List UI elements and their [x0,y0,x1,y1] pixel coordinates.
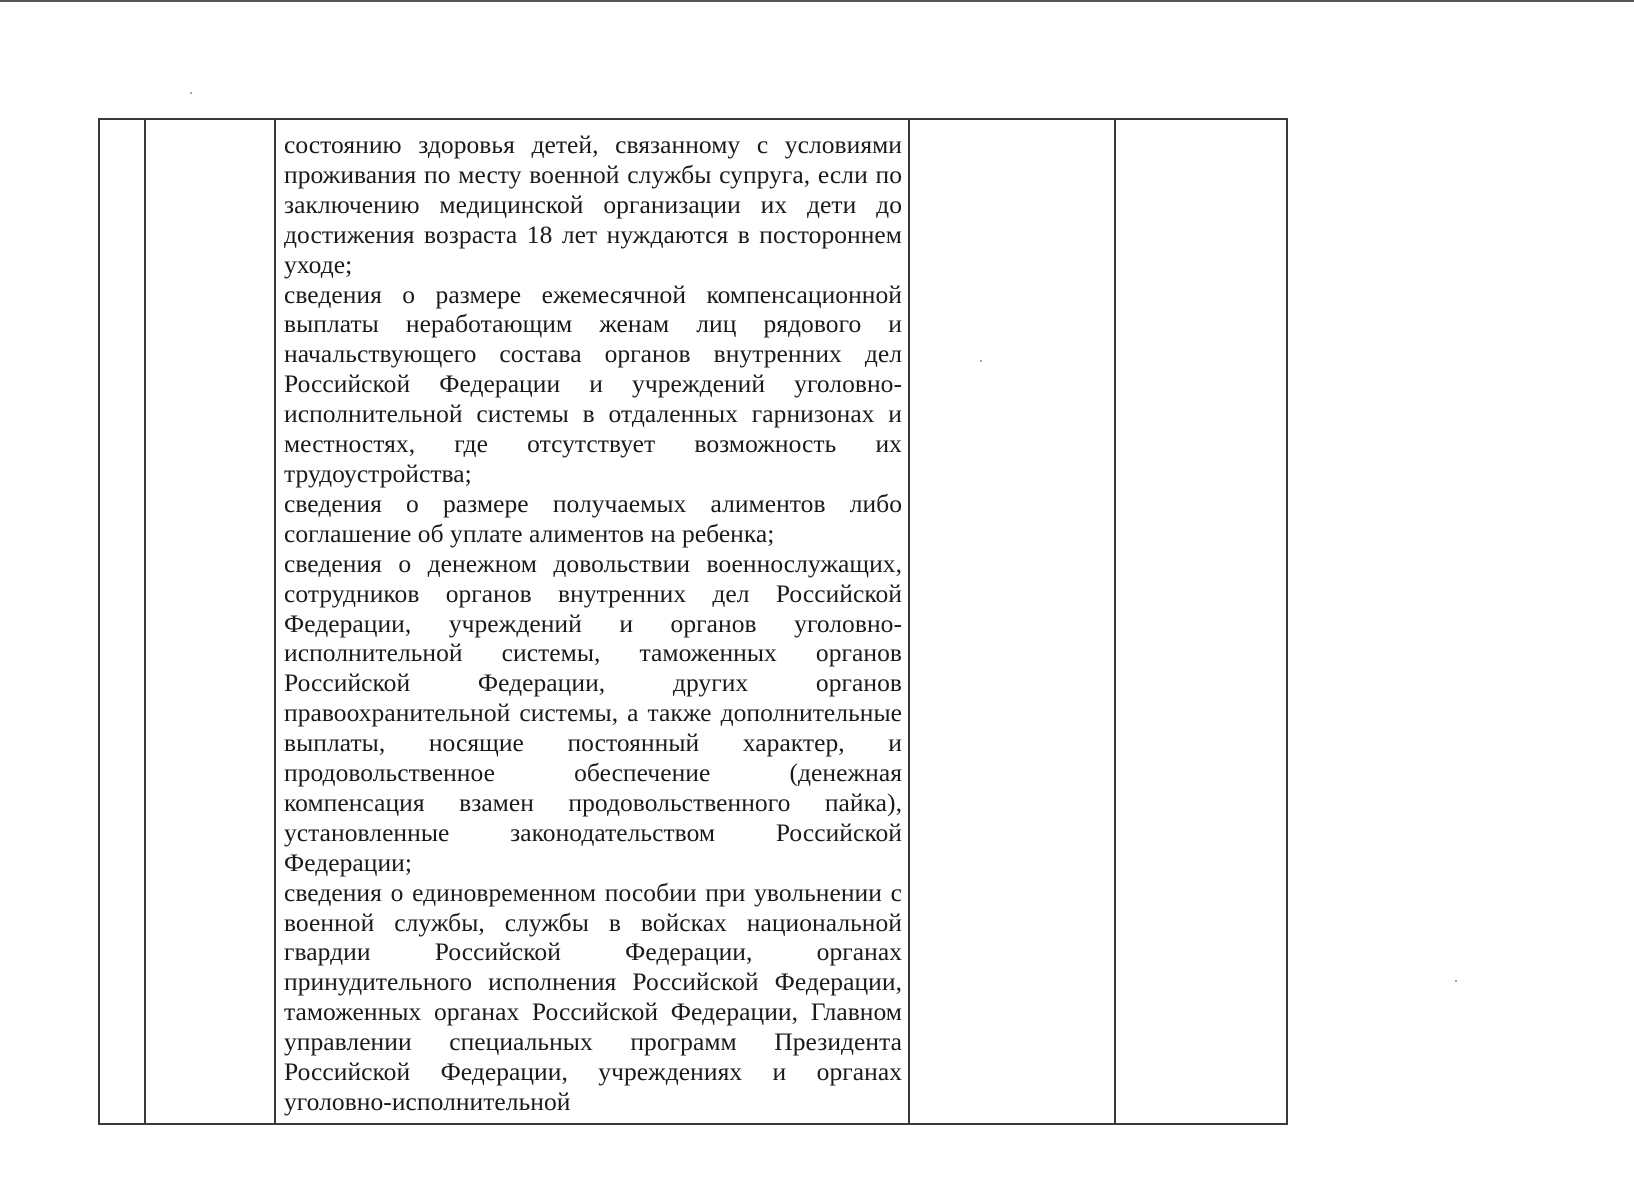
table-column-empty-4 [910,120,1116,1123]
table-column-name [146,120,276,1123]
paragraph-health-children: состоянию здоровья детей, связанному с условиями проживания по месту военной службы супруга, если по заключению медицинской организации их дети до достижения возраста 18 лет нуждаются в постороннем уходе; [284,130,902,279]
document-table [98,118,1288,1125]
table-column-empty-5 [1116,120,1286,1123]
scan-edge-line [0,0,1634,2]
paragraph-compensation-payment: сведения о размере ежемесячной компенсационной выплаты неработающим женам лиц рядового и начальствующего состава органов внутренних дел Российской Федерации и учреждений уголовно-исполнительной системы в отдаленных гарнизонах и местностях, где отсутствует возможность их трудоустройства; [284,279,902,488]
paragraph-alimony: сведения о размере получаемых алиментов либо соглашение об уплате алиментов на ребенка; [284,488,902,548]
paragraph-monetary-allowance: сведения о денежном довольствии военнослужащих, сотрудников органов внутренних дел Российской Федерации, учреждений и органов уголовно-исполнительной системы, таможенных органов Российской Федерации, других органов правоохранительной системы, а также дополнительные выплаты, носящие постоянный характер, и продовольственное обеспечение (денежная компенсация взамен продовольственного пайка), установленные законодательством Российской Федерации; [284,548,902,877]
table-column-number [100,120,146,1123]
scan-speck [1455,980,1457,982]
table-column-documents [276,120,910,1123]
paragraph-lump-sum-benefit: сведения о единовременном пособии при увольнении с военной службы, службы в войсках национальной гвардии Российской Федерации, органах принудительного исполнения Российской Федерации, таможенных органах Российской Федерации, Главном управлении специальных программ Президента Российской Федерации, учреждениях и органах уголовно-исполнительной [284,877,902,1116]
scan-speck [190,92,192,94]
